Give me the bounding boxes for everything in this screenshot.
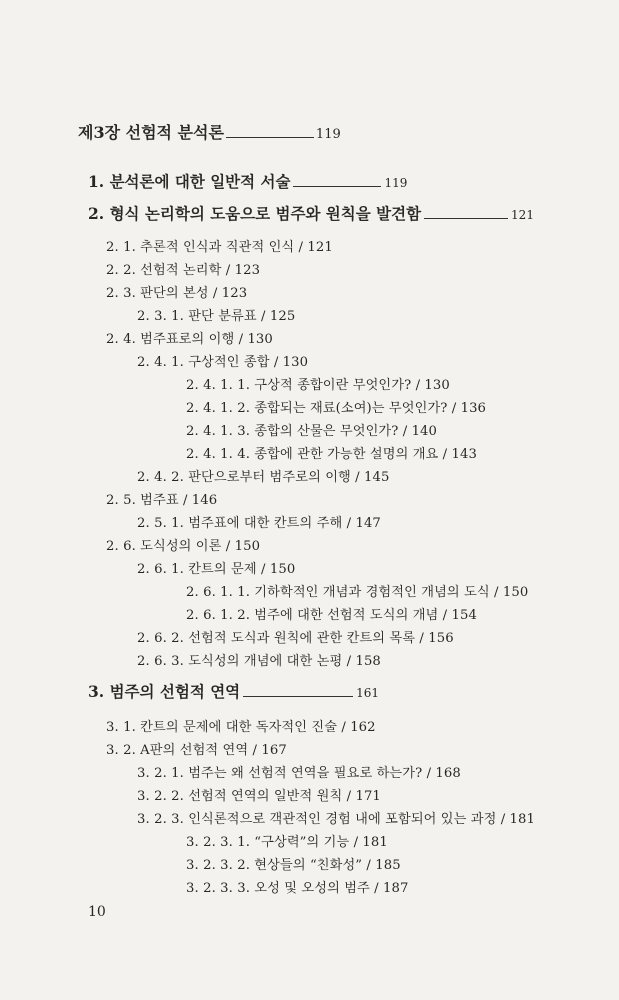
chapter-page: 119 [315, 127, 341, 142]
toc-entry: 2. 4. 2. 판단으로부터 범주로의 이행 / 145 [137, 470, 390, 485]
toc-entry: 2. 1. 추론적 인식과 직관적 인식 / 121 [106, 240, 333, 255]
section-page: 161 [356, 686, 380, 700]
toc-entry: 2. 4. 1. 2. 종합되는 재료(소여)는 무엇인가? / 136 [186, 401, 487, 416]
section-heading [88, 680, 568, 702]
section-title: 2. 형식 논리학의 도움으로 범주와 원칙을 발견함 [88, 204, 422, 223]
toc-entry: 2. 4. 범주표로의 이행 / 130 [106, 332, 273, 347]
toc-entry: 2. 6. 3. 도식성의 개념에 대한 논평 / 158 [137, 654, 381, 669]
leader-line [424, 218, 508, 219]
toc-entry: 2. 3. 1. 판단 분류표 / 125 [137, 309, 296, 324]
toc-entry: 2. 4. 1. 4. 종합에 관한 가능한 설명의 개요 / 143 [186, 447, 477, 462]
toc-entry: 3. 2. 1. 범주는 왜 선험적 연역을 필요로 하는가? / 168 [137, 766, 461, 781]
toc-entry: 3. 2. A판의 선험적 연역 / 167 [106, 743, 287, 758]
section-page: 119 [384, 176, 408, 190]
toc-entry: 3. 1. 칸트의 문제에 대한 독자적인 진술 / 162 [106, 720, 376, 735]
toc-entry: 2. 3. 판단의 본성 / 123 [106, 286, 248, 301]
chapter-title: 제3장 선험적 분석론 [78, 123, 224, 142]
section-title: 3. 범주의 선험적 연역 [88, 682, 241, 701]
toc-entry: 2. 5. 범주표 / 146 [106, 493, 218, 508]
toc-entry: 2. 5. 1. 범주표에 대한 칸트의 주해 / 147 [137, 516, 381, 531]
section-heading [88, 170, 568, 192]
leader-line [226, 137, 314, 138]
toc-entry: 2. 4. 1. 1. 구상적 종합이란 무엇인가? / 130 [186, 378, 450, 393]
section-heading [88, 202, 568, 224]
chapter-heading [78, 120, 558, 143]
leader-line [243, 696, 353, 697]
page-number: 10 [88, 904, 106, 920]
toc-entry: 2. 6. 도식성의 이론 / 150 [106, 539, 261, 554]
toc-entry: 3. 2. 3. 3. 오성 및 오성의 범주 / 187 [186, 881, 409, 896]
toc-entry: 3. 2. 3. 1. “구상력”의 기능 / 181 [186, 835, 388, 850]
toc-entry: 2. 6. 1. 2. 범주에 대한 선험적 도식의 개념 / 154 [186, 608, 477, 623]
section-title: 1. 분석론에 대한 일반적 서술 [88, 172, 291, 191]
toc-entry: 2. 6. 2. 선험적 도식과 원칙에 관한 칸트의 목록 / 156 [137, 631, 454, 646]
toc-entry: 2. 6. 1. 칸트의 문제 / 150 [137, 562, 296, 577]
toc-entry: 3. 2. 3. 2. 현상들의 “친화성” / 185 [186, 858, 401, 873]
toc-entry: 3. 2. 3. 인식론적으로 객관적인 경험 내에 포함되어 있는 과정 / 181 [137, 812, 536, 827]
toc-entry: 2. 6. 1. 1. 기하학적인 개념과 경험적인 개념의 도식 / 150 [186, 585, 529, 600]
toc-entry: 2. 4. 1. 3. 종합의 산물은 무엇인가? / 140 [186, 424, 438, 439]
toc-entry: 2. 4. 1. 구상적인 종합 / 130 [137, 355, 309, 370]
toc-entry: 3. 2. 2. 선험적 연역의 일반적 원칙 / 171 [137, 789, 381, 804]
section-page: 121 [511, 208, 534, 222]
toc-entry: 2. 2. 선험적 논리학 / 123 [106, 263, 261, 278]
leader-line [293, 186, 381, 187]
